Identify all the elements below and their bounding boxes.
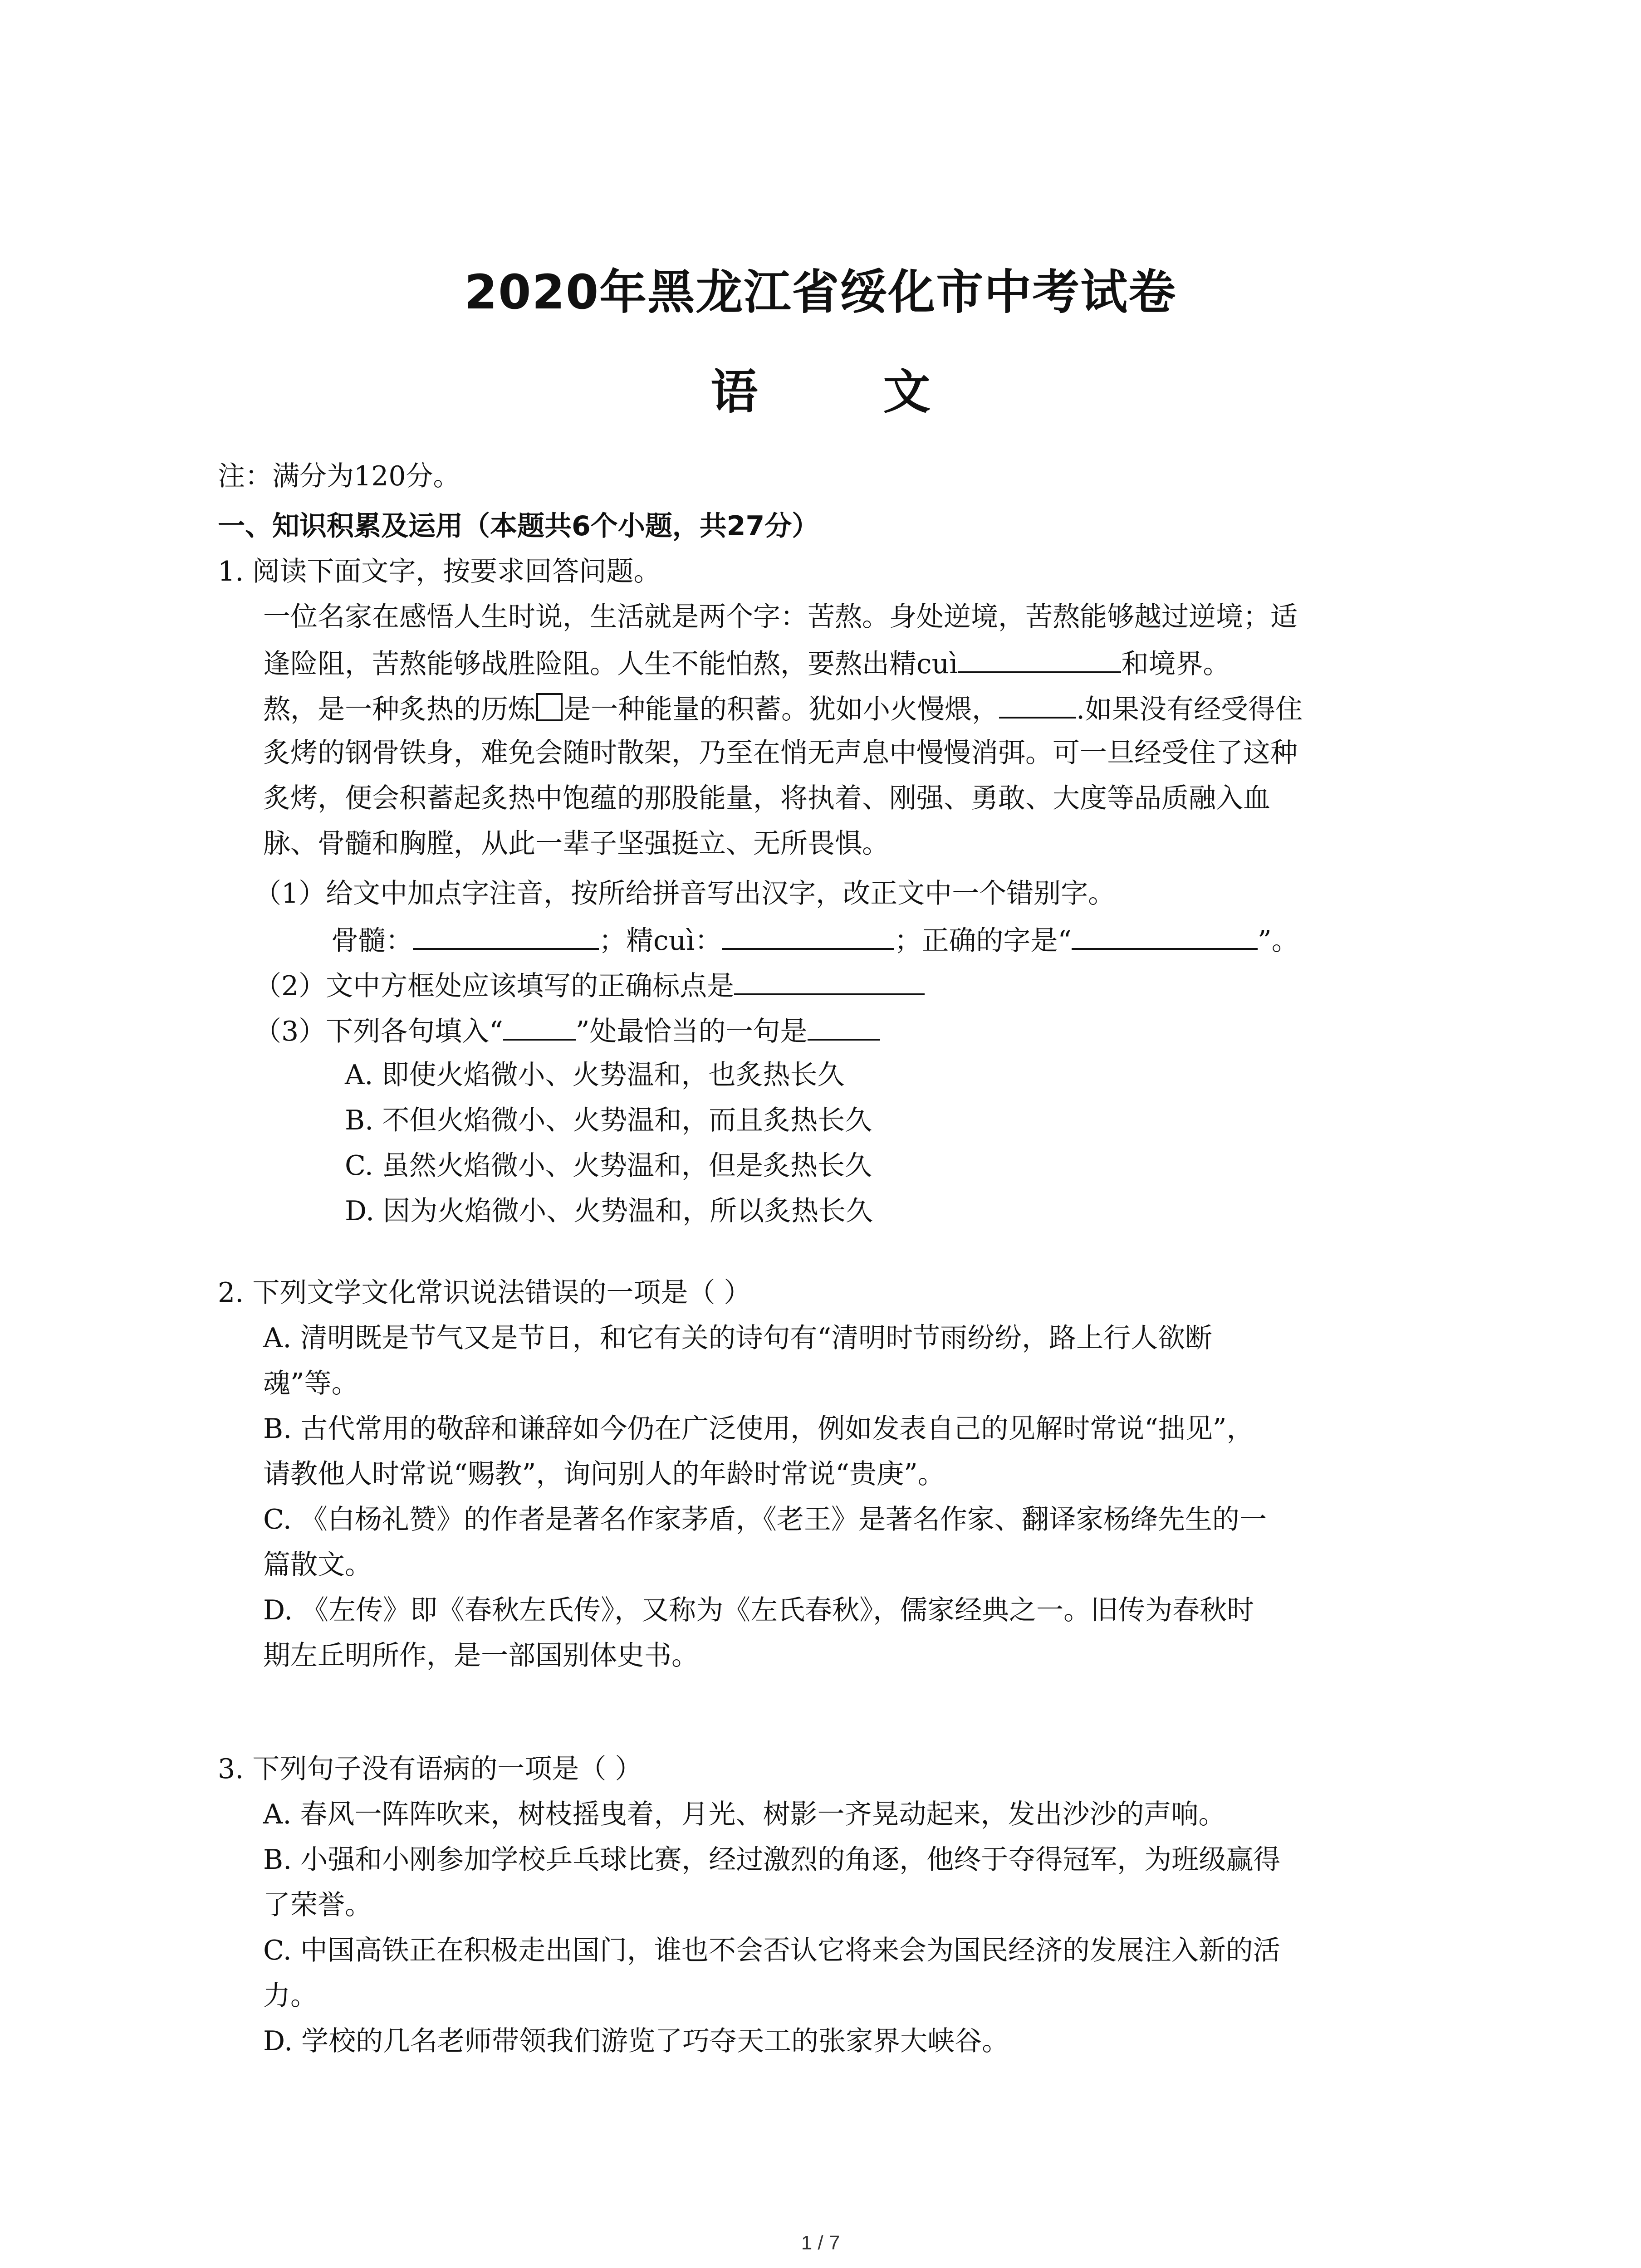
option-c[interactable]: C. 中国高铁正在积极走出国门，谁也不会否认它将来会为国民经济的发展注入新的活 [263, 1935, 1280, 1966]
option-b[interactable]: B. 不但火焰微小、火势温和，而且炙热长久 [345, 1105, 872, 1136]
passage-line: 脉、骨髓和胸膛，从此一辈子坚强挺立、无所畏惧。 [263, 828, 889, 860]
passage-text: .如果没有经受得住 [1076, 694, 1303, 725]
option-a-cont: 魂”等。 [263, 1368, 359, 1399]
option-a[interactable]: A. 即使火焰微小、火势温和，也炙热长久 [345, 1059, 845, 1091]
sub-question-3-text: ”处最恰当的一句是 [575, 1016, 808, 1047]
question-1-stem: 1. 阅读下面文字，按要求回答问题。 [218, 556, 661, 587]
option-d[interactable]: D. 因为火焰微小、火势温和，所以炙热长久 [345, 1195, 873, 1227]
section-heading: 一、知识积累及运用（本题共6个小题，共27分） [218, 510, 819, 542]
label-end-quote: ”。 [1258, 925, 1299, 957]
score-note: 注：满分为120分。 [218, 460, 460, 492]
passage-line: 炙烤的钢骨铁身，难免会随时散架，乃至在悄无声息中慢慢消弭。可一旦经受住了这种 [263, 737, 1298, 769]
option-c[interactable]: C. 虽然火焰微小、火势温和，但是炙热长久 [345, 1150, 872, 1182]
passage-text: 逢险阻，苦熬能够战胜险阻。人生不能怕熬，要熬出精cuì [263, 648, 958, 680]
sub-question-2-text: （2）文中方框处应该填写的正确标点是 [254, 970, 735, 1002]
option-c[interactable]: C. 《白杨礼赞》的作者是著名作家茅盾，《老王》是著名作家、翻译家杨绛先生的一 [263, 1504, 1267, 1535]
option-b-cont: 请教他人时常说“赐教”，询问别人的年龄时常说“贵庚”。 [263, 1458, 945, 1490]
sub-question-1-answers [331, 921, 1299, 959]
page-title: 2020年黑龙江省绥化市中考试卷 [464, 264, 1177, 320]
answer-blank[interactable] [958, 644, 1121, 673]
option-c-cont: 篇散文。 [263, 1549, 372, 1581]
answer-blank[interactable] [808, 1012, 880, 1041]
answer-blank[interactable] [722, 921, 894, 950]
passage-line [263, 644, 1230, 682]
option-a[interactable]: A. 清明既是节气又是节日，和它有关的诗句有“清明时节雨纷纷，路上行人欲断 [263, 1322, 1213, 1354]
option-b[interactable]: B. 小强和小刚参加学校乒乓球比赛，经过激烈的角逐，他终于夺得冠军，为班级赢得 [263, 1844, 1281, 1876]
label-gusui: 骨髓： [331, 925, 413, 957]
answer-blank[interactable] [734, 966, 925, 995]
subject-title: 语 文 [710, 364, 985, 420]
passage-text: 和境界。 [1121, 648, 1230, 680]
question-3-stem: 3. 下列句子没有语病的一项是（ ） [218, 1753, 642, 1785]
label-jingcui: ；精cuì： [599, 925, 722, 957]
sub-question-3-text: （3）下列各句填入“ [254, 1016, 503, 1047]
passage-text: 是一种能量的积蓄。犹如小火慢煨， [563, 694, 999, 725]
sub-question-2 [254, 966, 925, 1004]
passage-text: 熬，是一种炙热的历炼 [263, 694, 535, 725]
option-a[interactable]: A. 春风一阵阵吹来，树枝摇曳着，月光、树影一齐晃动起来，发出沙沙的声响。 [263, 1799, 1226, 1830]
page-number: 1 / 7 [801, 2232, 840, 2254]
option-d-cont: 期左丘明所作，是一部国别体史书。 [263, 1640, 699, 1672]
sub-question-1: （1）给文中加点字注音，按所给拼音写出汉字，改正文中一个错别字。 [254, 878, 1116, 909]
question-2-stem: 2. 下列文学文化常识说法错误的一项是（ ） [218, 1277, 751, 1309]
passage-line: 一位名家在感悟人生时说，生活就是两个字：苦熬。身处逆境，苦熬能够越过逆境；适 [263, 601, 1298, 633]
answer-blank[interactable] [999, 689, 1076, 719]
quote-blank [503, 1012, 576, 1041]
option-b-cont: 了荣誉。 [263, 1889, 372, 1921]
label-correct-char: ；正确的字是“ [894, 925, 1072, 957]
option-c-cont: 力。 [263, 1980, 318, 2012]
punctuation-box [536, 693, 563, 721]
option-d[interactable]: D. 学校的几名老师带领我们游览了巧夺天工的张家界大峡谷。 [263, 2025, 1009, 2057]
sub-question-3 [254, 1012, 880, 1050]
passage-line [263, 689, 1303, 728]
passage-line: 炙烤，便会积蓄起炙热中饱蕴的那股能量，将执着、刚强、勇敢、大度等品质融入血 [263, 782, 1270, 814]
answer-blank[interactable] [1072, 921, 1258, 950]
option-b[interactable]: B. 古代常用的敬辞和谦辞如今仍在广泛使用，例如发表自己的见解时常说“拙见”， [263, 1413, 1254, 1445]
answer-blank[interactable] [413, 921, 599, 950]
option-d[interactable]: D. 《左传》即《春秋左氏传》，又称为《左氏春秋》，儒家经典之一。旧传为春秋时 [263, 1594, 1254, 1626]
